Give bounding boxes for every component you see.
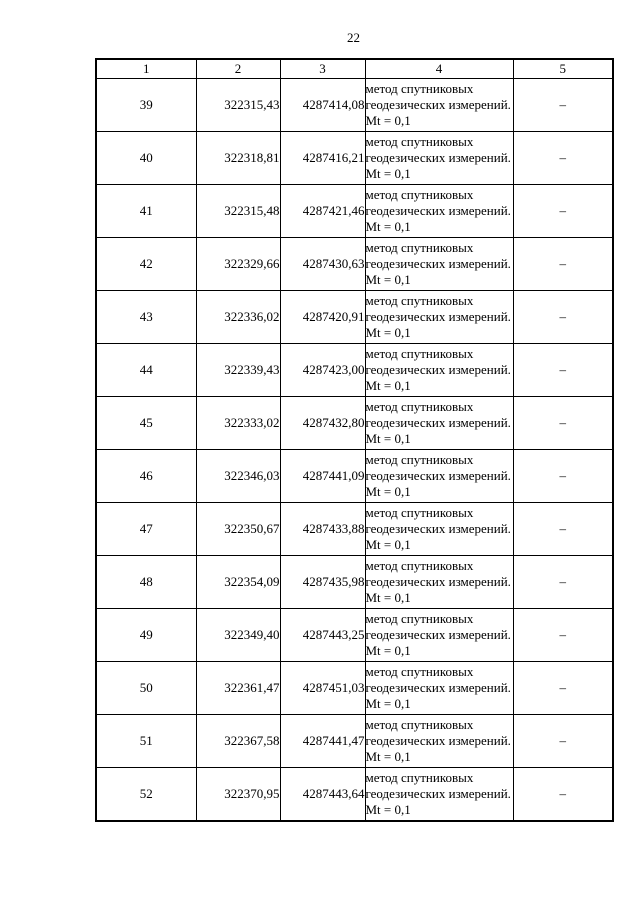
point-number-cell: 46 [96,450,196,503]
column-header-3: 3 [280,59,365,79]
note-cell: – [513,79,613,132]
y-coordinate-cell: 4287433,88 [280,503,365,556]
note-cell: – [513,556,613,609]
x-coordinate-cell: 322349,40 [196,609,280,662]
note-cell: – [513,768,613,822]
point-number-cell: 43 [96,291,196,344]
x-coordinate-cell: 322370,95 [196,768,280,822]
table-row [96,450,613,503]
x-coordinate-cell: 322333,02 [196,397,280,450]
note-cell: – [513,450,613,503]
point-number-cell: 42 [96,238,196,291]
method-cell: метод спутниковых геодезических измерений. Mt = 0,1 [365,556,513,609]
table-row [96,609,613,662]
table-row [96,291,613,344]
note-cell: – [513,291,613,344]
point-number-cell: 50 [96,662,196,715]
method-cell: метод спутниковых геодезических измерений. Mt = 0,1 [365,662,513,715]
page-number: 22 [347,30,360,45]
point-number-cell: 51 [96,715,196,768]
x-coordinate-cell: 322315,43 [196,79,280,132]
method-cell: метод спутниковых геодезических измерений. Mt = 0,1 [365,291,513,344]
x-coordinate-cell: 322354,09 [196,556,280,609]
point-number-cell: 48 [96,556,196,609]
table-row [96,79,613,132]
x-coordinate-cell: 322318,81 [196,132,280,185]
table-row [96,662,613,715]
x-coordinate-cell: 322367,58 [196,715,280,768]
y-coordinate-cell: 4287443,25 [280,609,365,662]
y-coordinate-cell: 4287421,46 [280,185,365,238]
y-coordinate-cell: 4287441,47 [280,715,365,768]
x-coordinate-cell: 322336,02 [196,291,280,344]
method-cell: метод спутниковых геодезических измерений. Mt = 0,1 [365,238,513,291]
method-cell: метод спутниковых геодезических измерений. Mt = 0,1 [365,503,513,556]
y-coordinate-cell: 4287443,64 [280,768,365,822]
y-coordinate-cell: 4287435,98 [280,556,365,609]
method-cell: метод спутниковых геодезических измерений. Mt = 0,1 [365,185,513,238]
y-coordinate-cell: 4287423,00 [280,344,365,397]
point-number-cell: 39 [96,79,196,132]
note-cell: – [513,503,613,556]
note-cell: – [513,715,613,768]
point-number-cell: 52 [96,768,196,822]
note-cell: – [513,397,613,450]
table-row [96,556,613,609]
table-row [96,768,613,822]
x-coordinate-cell: 322361,47 [196,662,280,715]
method-cell: метод спутниковых геодезических измерений. Mt = 0,1 [365,768,513,822]
table-row [96,185,613,238]
table-row [96,238,613,291]
point-number-cell: 40 [96,132,196,185]
y-coordinate-cell: 4287416,21 [280,132,365,185]
y-coordinate-cell: 4287451,03 [280,662,365,715]
method-cell: метод спутниковых геодезических измерений. Mt = 0,1 [365,344,513,397]
table-row [96,397,613,450]
x-coordinate-cell: 322329,66 [196,238,280,291]
table-row [96,344,613,397]
y-coordinate-cell: 4287414,08 [280,79,365,132]
point-number-cell: 44 [96,344,196,397]
method-cell: метод спутниковых геодезических измерений. Mt = 0,1 [365,450,513,503]
y-coordinate-cell: 4287430,63 [280,238,365,291]
y-coordinate-cell: 4287420,91 [280,291,365,344]
table-row [96,132,613,185]
table-row [96,715,613,768]
x-coordinate-cell: 322339,43 [196,344,280,397]
note-cell: – [513,344,613,397]
coordinates-table [95,58,614,822]
point-number-cell: 47 [96,503,196,556]
table-header-row [96,59,613,79]
method-cell: метод спутниковых геодезических измерений. Mt = 0,1 [365,609,513,662]
point-number-cell: 45 [96,397,196,450]
column-header-2: 2 [196,59,280,79]
point-number-cell: 41 [96,185,196,238]
column-header-4: 4 [365,59,513,79]
point-number-cell: 49 [96,609,196,662]
column-header-5: 5 [513,59,613,79]
note-cell: – [513,132,613,185]
method-cell: метод спутниковых геодезических измерений. Mt = 0,1 [365,79,513,132]
x-coordinate-cell: 322350,67 [196,503,280,556]
note-cell: – [513,662,613,715]
method-cell: метод спутниковых геодезических измерений. Mt = 0,1 [365,715,513,768]
y-coordinate-cell: 4287432,80 [280,397,365,450]
note-cell: – [513,185,613,238]
note-cell: – [513,609,613,662]
method-cell: метод спутниковых геодезических измерений. Mt = 0,1 [365,397,513,450]
y-coordinate-cell: 4287441,09 [280,450,365,503]
x-coordinate-cell: 322315,48 [196,185,280,238]
method-cell: метод спутниковых геодезических измерений. Mt = 0,1 [365,132,513,185]
column-header-1: 1 [96,59,196,79]
table-row [96,503,613,556]
note-cell: – [513,238,613,291]
x-coordinate-cell: 322346,03 [196,450,280,503]
table-body [96,79,613,822]
